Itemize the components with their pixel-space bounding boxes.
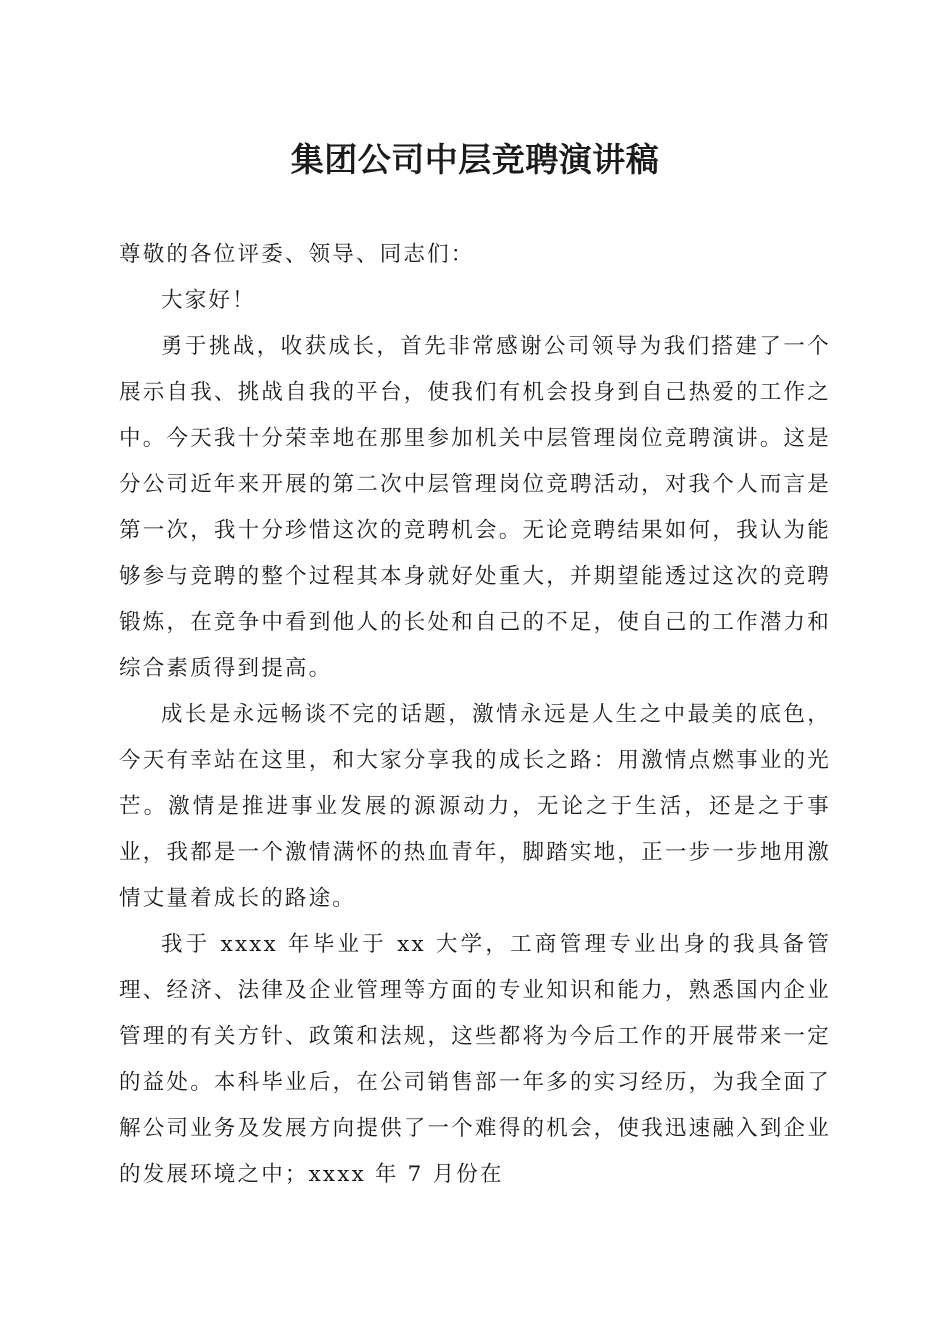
salutation: 尊敬的各位评委、领导、同志们： bbox=[119, 242, 475, 267]
greeting: 大家好！ bbox=[161, 288, 256, 313]
paragraph-3: 我于 xxxx 年毕业于 xx 大学，工商管理专业出身的我具备管理、经济、法律及企业管理等方面的专业知识和能力，熟悉国内企业管理的有关方针、政策和法规，这些都将为今后工作的开展带来一定的益处。本科毕业后，在公司销售部一年多的实习经历，为我全面了解公司业务及发展方向提供了一个难得的机会，使我迅速融入到企业的发展环境之中；xxxx 年 7 月份在 bbox=[119, 932, 831, 1187]
document-title: 集团公司中层竞聘演讲稿 bbox=[290, 140, 660, 179]
document-body bbox=[119, 232, 831, 1198]
paragraph-1: 勇于挑战，收获成长，首先非常感谢公司领导为我们搭建了一个展示自我、挑战自我的平台，使我们有机会投身到自己热爱的工作之中。今天我十分荣幸地在那里参加机关中层管理岗位竞聘演讲。这是分公司近年来开展的第二次中层管理岗位竞聘活动，对我个人而言是第一次，我十分珍惜这次的竞聘机会。无论竞聘结果如何，我认为能够参与竞聘的整个过程其本身就好处重大，并期望能透过这次的竞聘锻炼，在竞争中看到他人的长处和自己的不足，使自己的工作潜力和综合素质得到提高。 bbox=[119, 334, 831, 681]
paragraph-2: 成长是永远畅谈不完的话题，激情永远是人生之中最美的底色，今天有幸站在这里，和大家分享我的成长之路：用激情点燃事业的光芒。激情是推进事业发展的源源动力，无论之于生活，还是之于事业，我都是一个激情满怀的热血青年，脚踏实地，正一步一步地用激情丈量着成长的路途。 bbox=[119, 702, 831, 911]
